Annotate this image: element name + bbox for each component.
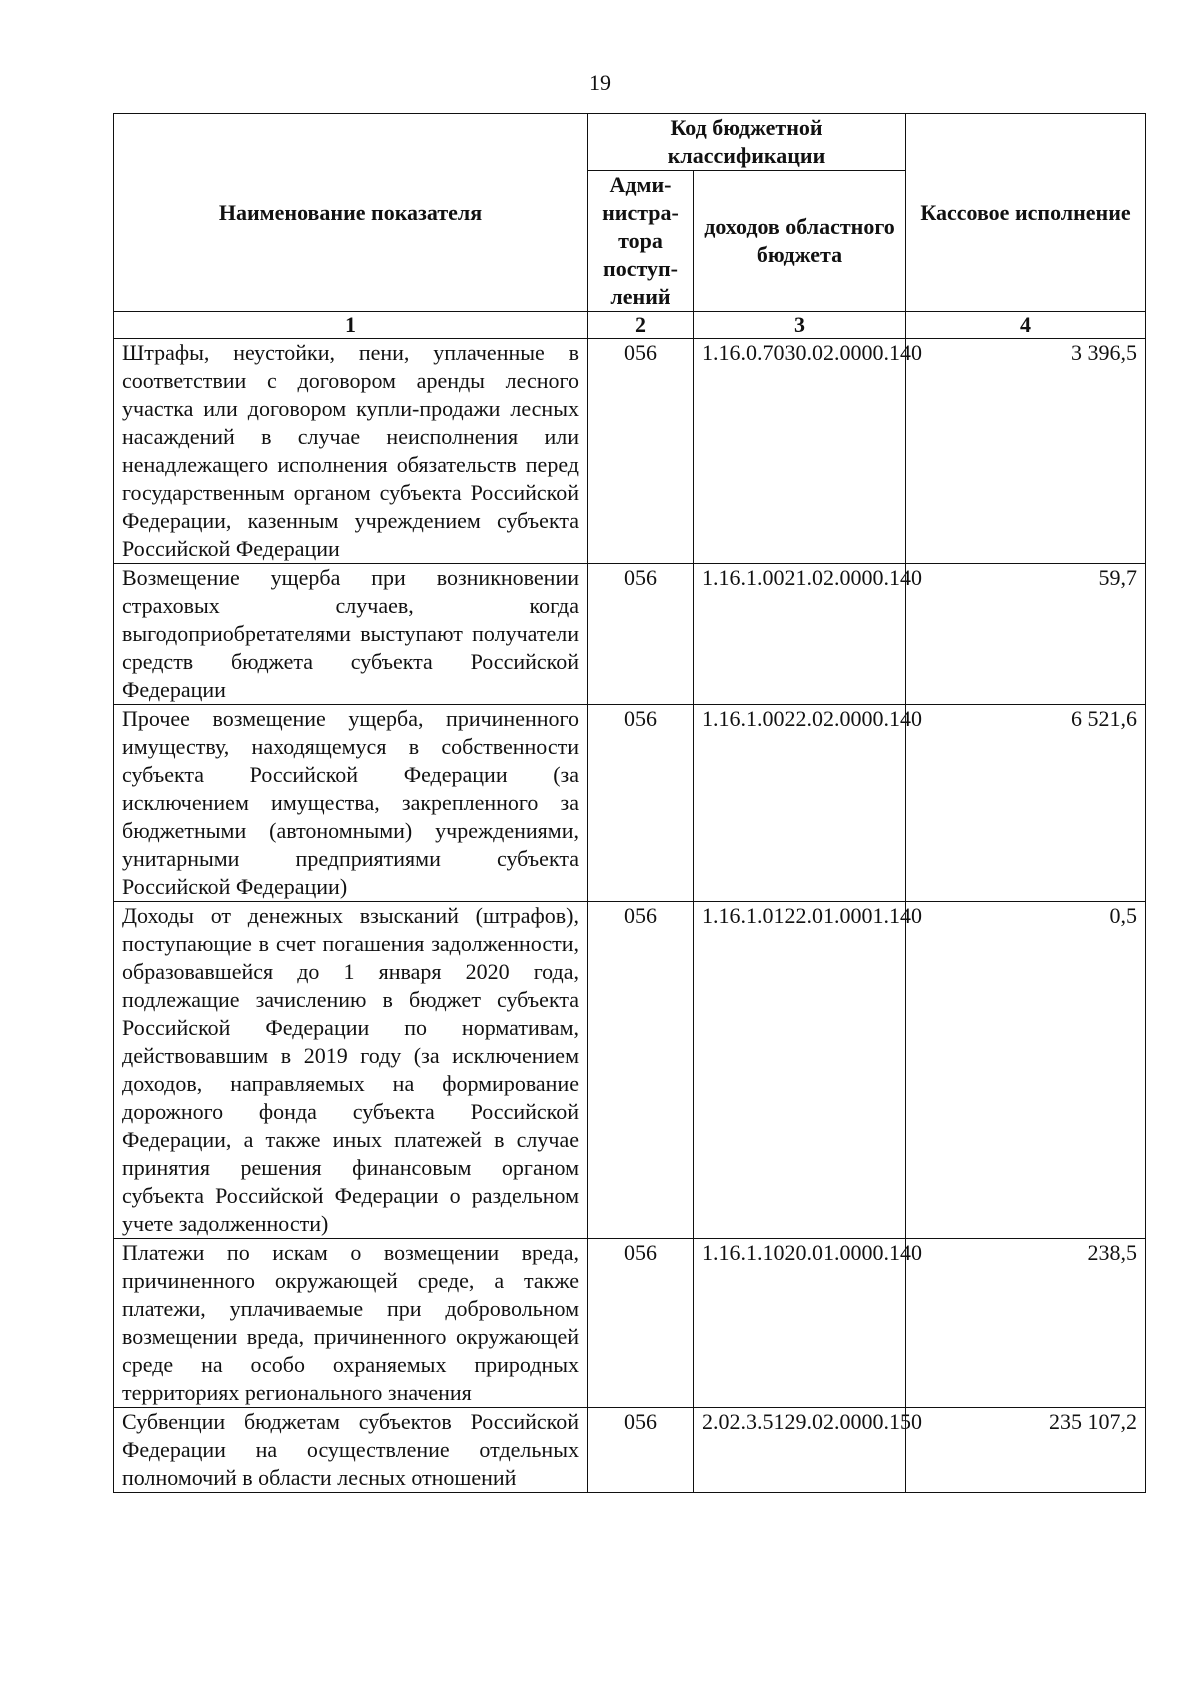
- column-number-1: 1: [114, 312, 588, 339]
- column-number-4: 4: [906, 312, 1146, 339]
- row-name: Доходы от денежных взысканий (штрафов), поступающие в счет погашения задолженности, образовавшейся до 1 января 2020 года, подлежащие зачислению в бюджет субъекта Российской Федерации по нормативам, действовавшим в 2019 году (за исключением доходов, направляемых на формирование дорожного фонда субъекта Российской Федерации, а также иных платежей в случае принятия решения финансовым органом субъекта Российской Федерации о раздельном учете задолженности): [114, 902, 588, 1239]
- row-amount: 238,5: [906, 1239, 1146, 1408]
- table-row: [114, 564, 1146, 705]
- header-admin-text: Адми-нистра-тора поступ-лений: [602, 172, 679, 309]
- budget-table: [113, 113, 1146, 1493]
- row-admin-code: 056: [588, 705, 694, 902]
- row-name: Штрафы, неустойки, пени, уплаченные в соответствии с договором аренды лесного участка или договором купли-продажи лесных насаждений в случае неисполнения или ненадлежащего исполнения обязательств перед государственным органом субъекта Российской Федерации, казенным учреждением субъекта Российской Федерации: [114, 339, 588, 564]
- header-income: доходов областного бюджета: [694, 171, 906, 312]
- column-number-3: 3: [694, 312, 906, 339]
- table-header: [114, 114, 1146, 339]
- row-income-code: 1.16.1.0022.02.0000.140: [694, 705, 906, 902]
- row-admin-code: 056: [588, 902, 694, 1239]
- row-income-code: 1.16.0.7030.02.0000.140: [694, 339, 906, 564]
- header-execution: Кассовое исполнение: [906, 114, 1146, 312]
- row-income-code: 1.16.1.0021.02.0000.140: [694, 564, 906, 705]
- page-number: 19: [589, 70, 611, 95]
- row-income-code: 2.02.3.5129.02.0000.150: [694, 1408, 906, 1493]
- header-kbk: Код бюджетной классификации: [588, 114, 906, 171]
- row-admin-code: 056: [588, 1408, 694, 1493]
- row-amount: 0,5: [906, 902, 1146, 1239]
- table-body: [114, 339, 1146, 1493]
- row-admin-code: 056: [588, 339, 694, 564]
- row-admin-code: 056: [588, 1239, 694, 1408]
- row-amount: 6 521,6: [906, 705, 1146, 902]
- header-admin: [588, 171, 694, 312]
- column-number-2: 2: [588, 312, 694, 339]
- table-row: [114, 1239, 1146, 1408]
- row-admin-code: 056: [588, 564, 694, 705]
- header-name: Наименование показателя: [114, 114, 588, 312]
- row-amount: 59,7: [906, 564, 1146, 705]
- row-name: Возмещение ущерба при возникновении страховых случаев, когда выгодоприобретателями выступают получатели средств бюджета субъекта Российской Федерации: [114, 564, 588, 705]
- table-row: [114, 705, 1146, 902]
- row-name: Прочее возмещение ущерба, причиненного имуществу, находящемуся в собственности субъекта Российской Федерации (за исключением имущества, закрепленного за бюджетными (автономными) учреждениями, унитарными предприятиями субъекта Российской Федерации): [114, 705, 588, 902]
- row-amount: 235 107,2: [906, 1408, 1146, 1493]
- table-row: [114, 1408, 1146, 1493]
- row-name: Субвенции бюджетам субъектов Российской Федерации на осуществление отдельных полномочий в области лесных отношений: [114, 1408, 588, 1493]
- table-row: [114, 339, 1146, 564]
- row-name: Платежи по искам о возмещении вреда, причиненного окружающей среде, а также платежи, уплачиваемые при добровольном возмещении вреда, причиненного окружающей среде на особо охраняемых природных территориях регионального значения: [114, 1239, 588, 1408]
- row-amount: 3 396,5: [906, 339, 1146, 564]
- row-income-code: 1.16.1.0122.01.0001.140: [694, 902, 906, 1239]
- row-income-code: 1.16.1.1020.01.0000.140: [694, 1239, 906, 1408]
- table-row: [114, 902, 1146, 1239]
